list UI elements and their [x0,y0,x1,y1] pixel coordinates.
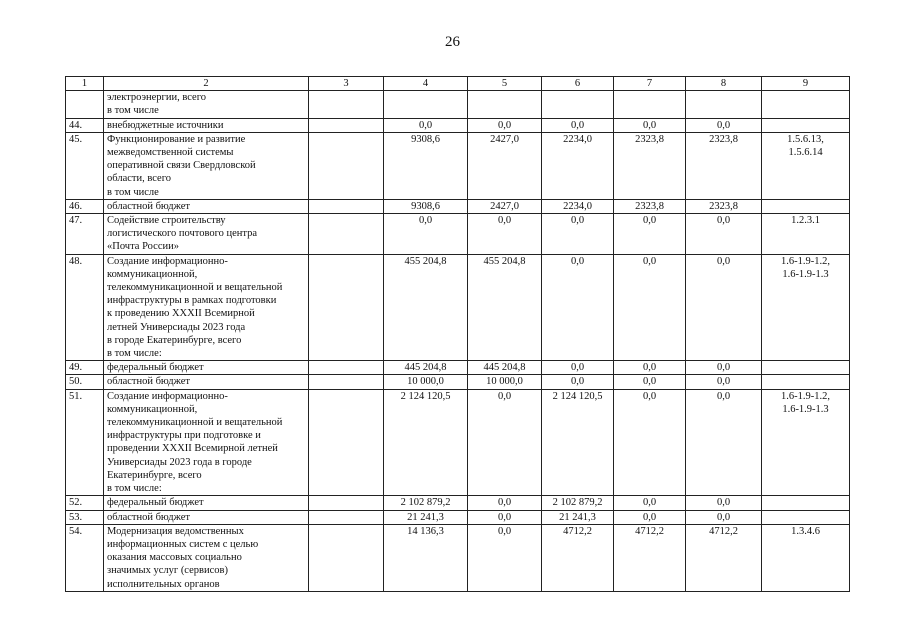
cell-c4 [384,91,468,118]
target-indicator-codes [762,91,850,118]
row-number: 48. [66,254,104,361]
row-name-line: инфраструктуры в рамках подготовки [107,295,277,307]
cell-c6: 0,0 [542,254,614,361]
column-header: 8 [686,77,762,91]
cell-c6: 0,0 [542,214,614,255]
cell-c6: 2 102 879,2 [542,496,614,510]
cell-c7: 0,0 [614,496,686,510]
cell-c8: 0,0 [686,214,762,255]
row-name-line: в том числе: [107,483,162,495]
cell-c7: 0,0 [614,375,686,389]
row-name-line: в том числе: [107,348,162,360]
row-name [104,214,309,255]
row-name [104,254,309,361]
column-header: 6 [542,77,614,91]
column-header: 9 [762,77,850,91]
row-name-line: Создание информационно- [107,255,228,267]
row-name-line: телекоммуникационной и вещательной [107,417,283,429]
row-name-line: «Почта России» [107,241,179,253]
target-indicator-codes [762,361,850,375]
row-number: 45. [66,132,104,199]
cell-c4: 9308,6 [384,199,468,213]
cell-c8: 2323,8 [686,132,762,199]
row-name-line: значимых услуг (сервисов) [107,565,228,577]
row-number: 50. [66,375,104,389]
row-name-line: Создание информационно- [107,390,228,402]
cell-c7 [614,91,686,118]
table-row [66,361,850,375]
table-row [66,214,850,255]
target-indicator-codes [762,524,850,591]
cell-c7: 2323,8 [614,199,686,213]
row-name-line: коммуникационной, [107,403,198,415]
target-indicator-codes [762,132,850,199]
cell-c4: 10 000,0 [384,375,468,389]
row-number: 46. [66,199,104,213]
target-code-line: 1.6-1.9-1.3 [782,268,829,280]
target-code-line: 1.6-1.9-1.2, [781,390,830,402]
page-number: 26 [445,34,460,50]
cell-c3 [309,214,384,255]
cell-c3 [309,118,384,132]
row-name-line: в том числе [107,186,159,198]
cell-c7: 0,0 [614,118,686,132]
table-row [66,524,850,591]
cell-c8: 0,0 [686,361,762,375]
row-name-line: коммуникационной, [107,268,198,280]
cell-c6: 21 241,3 [542,510,614,524]
row-name-line: летней Универсиады 2023 года [107,321,246,333]
target-code-line: 1.5.6.13, [787,133,824,145]
cell-c5: 0,0 [468,214,542,255]
row-number: 49. [66,361,104,375]
cell-c4: 0,0 [384,118,468,132]
cell-c5: 2427,0 [468,132,542,199]
table-row [66,118,850,132]
cell-c8: 0,0 [686,375,762,389]
target-code-line: 1.6-1.9-1.2, [781,255,830,267]
target-indicator-codes [762,254,850,361]
cell-c6 [542,91,614,118]
row-name-line: информационных систем с целью [107,538,259,550]
budget-table [65,76,850,592]
target-code-line: 1.3.4.6 [791,525,820,537]
table-row [66,132,850,199]
cell-c6: 2234,0 [542,132,614,199]
row-name-line: Универсиады 2023 года в городе [107,456,252,468]
row-name-line: в городе Екатеринбурге, всего [107,334,242,346]
row-number: 51. [66,389,104,496]
cell-c6: 0,0 [542,375,614,389]
cell-c5: 0,0 [468,524,542,591]
row-name-line: исполнительных органов [107,578,220,590]
target-code-line: 1.6-1.9-1.3 [782,403,829,415]
cell-c3 [309,254,384,361]
target-code-line: 1.5.6.14 [788,147,823,159]
row-name [104,524,309,591]
target-code-line: 1.2.3.1 [791,215,820,227]
row-name [104,132,309,199]
cell-c5: 455 204,8 [468,254,542,361]
row-name-line: в том числе [107,105,159,117]
column-header: 2 [104,77,309,91]
cell-c8: 4712,2 [686,524,762,591]
row-name [104,389,309,496]
cell-c4: 455 204,8 [384,254,468,361]
cell-c7: 0,0 [614,214,686,255]
row-name-line: внебюджетные источники [107,119,224,131]
row-name-line: оперативной связи Свердловской [107,160,256,172]
row-name-line: межведомственной системы [107,147,234,159]
row-name [104,375,309,389]
row-name [104,361,309,375]
cell-c8: 0,0 [686,510,762,524]
cell-c7: 0,0 [614,361,686,375]
target-indicator-codes [762,375,850,389]
cell-c6: 2234,0 [542,199,614,213]
row-name [104,496,309,510]
row-name-line: телекоммуникационной и вещательной [107,282,283,294]
cell-c3 [309,199,384,213]
cell-c6: 0,0 [542,118,614,132]
target-indicator-codes [762,214,850,255]
cell-c5: 2427,0 [468,199,542,213]
table-row [66,510,850,524]
cell-c5: 10 000,0 [468,375,542,389]
row-number: 54. [66,524,104,591]
cell-c7: 0,0 [614,510,686,524]
table-row [66,389,850,496]
row-number: 53. [66,510,104,524]
cell-c5 [468,91,542,118]
header-row [66,77,850,91]
cell-c5: 0,0 [468,510,542,524]
table-row [66,199,850,213]
cell-c4: 14 136,3 [384,524,468,591]
row-name-line: оказания массовых социально [107,552,242,564]
cell-c3 [309,375,384,389]
cell-c4: 21 241,3 [384,510,468,524]
cell-c8: 0,0 [686,118,762,132]
column-header: 4 [384,77,468,91]
row-name-line: федеральный бюджет [107,362,204,374]
cell-c3 [309,389,384,496]
column-header: 7 [614,77,686,91]
row-name [104,91,309,118]
cell-c4: 2 102 879,2 [384,496,468,510]
cell-c7: 2323,8 [614,132,686,199]
row-number: 44. [66,118,104,132]
row-name-line: областной бюджет [107,200,190,212]
row-name-line: Функционирование и развитие [107,133,246,145]
cell-c4: 2 124 120,5 [384,389,468,496]
cell-c8: 0,0 [686,496,762,510]
cell-c4: 445 204,8 [384,361,468,375]
row-number: 52. [66,496,104,510]
cell-c6: 0,0 [542,361,614,375]
cell-c7: 0,0 [614,389,686,496]
cell-c7: 0,0 [614,254,686,361]
row-name-line: области, всего [107,173,171,185]
cell-c4: 9308,6 [384,132,468,199]
row-name-line: инфраструктуры при подготовке и [107,430,261,442]
row-name-line: проведении XXXII Всемирной летней [107,443,278,455]
row-name [104,510,309,524]
table-row [66,91,850,118]
cell-c8: 0,0 [686,389,762,496]
cell-c8: 2323,8 [686,199,762,213]
cell-c5: 0,0 [468,389,542,496]
cell-c3 [309,510,384,524]
cell-c4: 0,0 [384,214,468,255]
cell-c7: 4712,2 [614,524,686,591]
cell-c8: 0,0 [686,254,762,361]
target-indicator-codes [762,389,850,496]
target-indicator-codes [762,496,850,510]
row-name-line: Модернизация ведомственных [107,525,244,537]
cell-c3 [309,91,384,118]
table-row [66,496,850,510]
cell-c3 [309,361,384,375]
cell-c5: 445 204,8 [468,361,542,375]
cell-c3 [309,132,384,199]
column-header: 1 [66,77,104,91]
target-indicator-codes [762,199,850,213]
target-indicator-codes [762,510,850,524]
cell-c3 [309,524,384,591]
row-name [104,199,309,213]
table-row [66,254,850,361]
row-name-line: к проведению XXXII Всемирной [107,308,255,320]
row-name-line: логистического почтового центра [107,228,258,240]
row-name-line: областной бюджет [107,511,190,523]
cell-c5: 0,0 [468,118,542,132]
row-number: 47. [66,214,104,255]
table-row [66,375,850,389]
column-header: 5 [468,77,542,91]
row-name-line: областной бюджет [107,376,190,388]
cell-c6: 2 124 120,5 [542,389,614,496]
cell-c5: 0,0 [468,496,542,510]
row-name-line: Екатеринбурге, всего [107,469,202,481]
row-name-line: электроэнергии, всего [107,92,206,104]
cell-c8 [686,91,762,118]
row-name-line: Содействие строительству [107,215,226,227]
row-name-line: федеральный бюджет [107,497,204,509]
cell-c3 [309,496,384,510]
row-number [66,91,104,118]
cell-c6: 4712,2 [542,524,614,591]
column-header: 3 [309,77,384,91]
row-name [104,118,309,132]
target-indicator-codes [762,118,850,132]
